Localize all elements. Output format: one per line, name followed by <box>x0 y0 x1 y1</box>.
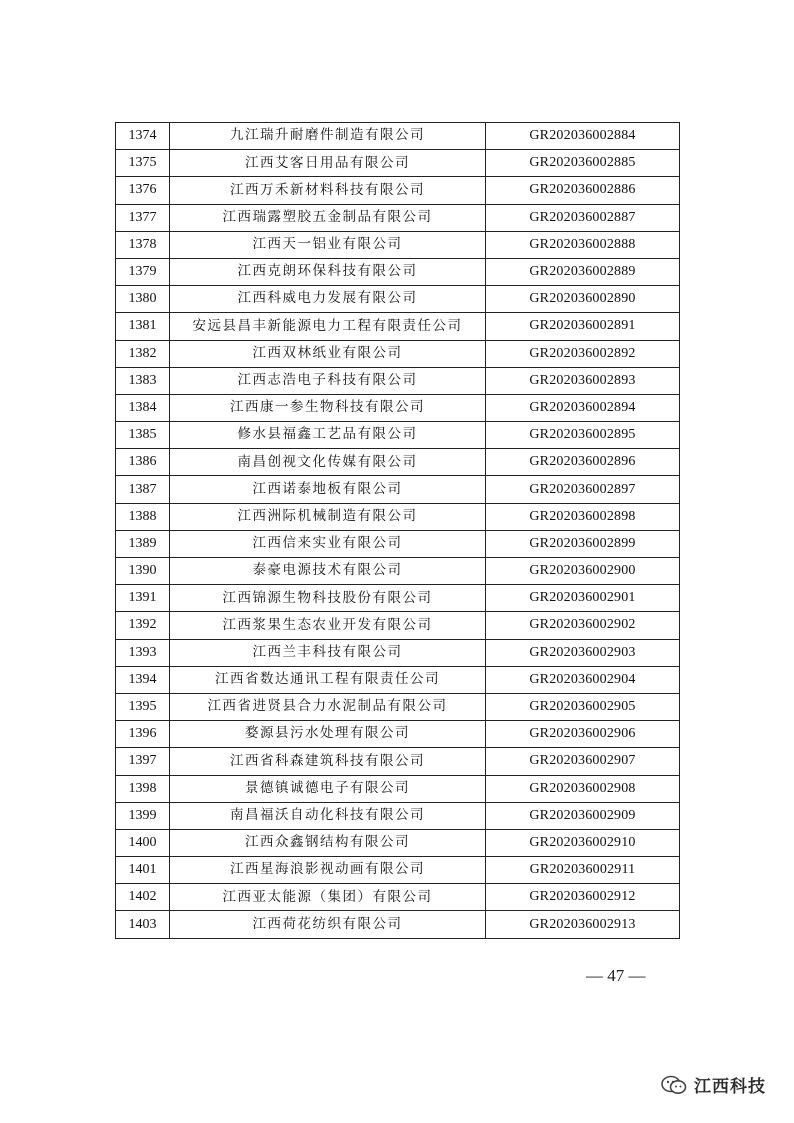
row-number: 1391 <box>116 585 170 612</box>
company-name: 婺源县污水处理有限公司 <box>170 721 486 748</box>
certificate-number: GR202036002899 <box>486 530 680 557</box>
certificate-number: GR202036002894 <box>486 394 680 421</box>
row-number: 1396 <box>116 721 170 748</box>
table-row <box>116 286 680 313</box>
table-body <box>116 123 680 939</box>
certificate-number: GR202036002884 <box>486 123 680 150</box>
table-row <box>116 666 680 693</box>
row-number: 1378 <box>116 231 170 258</box>
table-row <box>116 721 680 748</box>
row-number: 1386 <box>116 449 170 476</box>
certificate-number: GR202036002903 <box>486 639 680 666</box>
company-name: 江西省进贤县合力水泥制品有限公司 <box>170 693 486 720</box>
row-number: 1379 <box>116 258 170 285</box>
table-row <box>116 829 680 856</box>
certificate-number: GR202036002904 <box>486 666 680 693</box>
company-name: 江西锦源生物科技股份有限公司 <box>170 585 486 612</box>
certificate-number: GR202036002888 <box>486 231 680 258</box>
table-row <box>116 367 680 394</box>
certificate-number: GR202036002911 <box>486 857 680 884</box>
company-name: 江西万禾新材料科技有限公司 <box>170 177 486 204</box>
table-row <box>116 177 680 204</box>
table-row <box>116 449 680 476</box>
certificate-number: GR202036002900 <box>486 558 680 585</box>
row-number: 1389 <box>116 530 170 557</box>
table-row <box>116 802 680 829</box>
table-row <box>116 748 680 775</box>
wechat-account-icon <box>660 1074 688 1096</box>
row-number: 1399 <box>116 802 170 829</box>
table-row <box>116 150 680 177</box>
company-name: 江西亚太能源（集团）有限公司 <box>170 884 486 911</box>
certificate-number: GR202036002892 <box>486 340 680 367</box>
row-number: 1390 <box>116 558 170 585</box>
certificate-number: GR202036002908 <box>486 775 680 802</box>
company-name: 江西瑞露塑胶五金制品有限公司 <box>170 204 486 231</box>
table-row <box>116 558 680 585</box>
table-row <box>116 530 680 557</box>
certificate-number: GR202036002897 <box>486 476 680 503</box>
company-name: 九江瑞升耐磨件制造有限公司 <box>170 123 486 150</box>
certificate-number: GR202036002906 <box>486 721 680 748</box>
company-name: 景德镇诚德电子有限公司 <box>170 775 486 802</box>
row-number: 1381 <box>116 313 170 340</box>
table-row <box>116 258 680 285</box>
certificate-number: GR202036002913 <box>486 911 680 938</box>
table-row <box>116 204 680 231</box>
company-name: 修水县福鑫工艺品有限公司 <box>170 422 486 449</box>
certificate-number: GR202036002889 <box>486 258 680 285</box>
company-name: 南昌创视文化传媒有限公司 <box>170 449 486 476</box>
row-number: 1377 <box>116 204 170 231</box>
table-row <box>116 857 680 884</box>
company-name: 江西天一铝业有限公司 <box>170 231 486 258</box>
company-name: 江西众鑫钢结构有限公司 <box>170 829 486 856</box>
row-number: 1394 <box>116 666 170 693</box>
certificate-number: GR202036002902 <box>486 612 680 639</box>
certificate-number: GR202036002893 <box>486 367 680 394</box>
table-row <box>116 422 680 449</box>
row-number: 1380 <box>116 286 170 313</box>
row-number: 1402 <box>116 884 170 911</box>
row-number: 1384 <box>116 394 170 421</box>
company-name: 南昌福沃自动化科技有限公司 <box>170 802 486 829</box>
row-number: 1397 <box>116 748 170 775</box>
table-row <box>116 476 680 503</box>
table-row <box>116 693 680 720</box>
table-row <box>116 123 680 150</box>
certificate-number: GR202036002887 <box>486 204 680 231</box>
table-row <box>116 884 680 911</box>
row-number: 1400 <box>116 829 170 856</box>
row-number: 1387 <box>116 476 170 503</box>
certificate-number: GR202036002885 <box>486 150 680 177</box>
certificate-number: GR202036002895 <box>486 422 680 449</box>
row-number: 1376 <box>116 177 170 204</box>
certificate-number: GR202036002896 <box>486 449 680 476</box>
company-name: 江西星海浪影视动画有限公司 <box>170 857 486 884</box>
company-name: 泰豪电源技术有限公司 <box>170 558 486 585</box>
row-number: 1398 <box>116 775 170 802</box>
row-number: 1382 <box>116 340 170 367</box>
certificate-number: GR202036002890 <box>486 286 680 313</box>
certificate-number: GR202036002912 <box>486 884 680 911</box>
row-number: 1385 <box>116 422 170 449</box>
row-number: 1392 <box>116 612 170 639</box>
row-number: 1388 <box>116 503 170 530</box>
company-name: 江西艾客日用品有限公司 <box>170 150 486 177</box>
company-list-table <box>115 122 680 939</box>
watermark <box>660 1072 766 1097</box>
company-table <box>115 122 680 939</box>
table-row <box>116 585 680 612</box>
row-number: 1395 <box>116 693 170 720</box>
certificate-number: GR202036002910 <box>486 829 680 856</box>
table-row <box>116 394 680 421</box>
table-row <box>116 313 680 340</box>
page-number: — 47 — <box>586 966 646 985</box>
row-number: 1375 <box>116 150 170 177</box>
certificate-number: GR202036002909 <box>486 802 680 829</box>
certificate-number: GR202036002891 <box>486 313 680 340</box>
certificate-number: GR202036002905 <box>486 693 680 720</box>
row-number: 1401 <box>116 857 170 884</box>
company-name: 安远县昌丰新能源电力工程有限责任公司 <box>170 313 486 340</box>
row-number: 1374 <box>116 123 170 150</box>
company-name: 江西省科森建筑科技有限公司 <box>170 748 486 775</box>
table-row <box>116 340 680 367</box>
certificate-number: GR202036002898 <box>486 503 680 530</box>
company-name: 江西诺泰地板有限公司 <box>170 476 486 503</box>
row-number: 1393 <box>116 639 170 666</box>
company-name: 江西信来实业有限公司 <box>170 530 486 557</box>
company-name: 江西康一参生物科技有限公司 <box>170 394 486 421</box>
company-name: 江西兰丰科技有限公司 <box>170 639 486 666</box>
company-name: 江西双林纸业有限公司 <box>170 340 486 367</box>
table-row <box>116 231 680 258</box>
company-name: 江西洲际机械制造有限公司 <box>170 503 486 530</box>
table-row <box>116 911 680 938</box>
table-row <box>116 503 680 530</box>
watermark-text: 江西科技 <box>694 1077 766 1097</box>
certificate-number: GR202036002907 <box>486 748 680 775</box>
table-row <box>116 612 680 639</box>
row-number: 1383 <box>116 367 170 394</box>
company-name: 江西荷花纺织有限公司 <box>170 911 486 938</box>
company-name: 江西省数达通讯工程有限责任公司 <box>170 666 486 693</box>
certificate-number: GR202036002901 <box>486 585 680 612</box>
table-row <box>116 775 680 802</box>
company-name: 江西浆果生态农业开发有限公司 <box>170 612 486 639</box>
company-name: 江西克朗环保科技有限公司 <box>170 258 486 285</box>
company-name: 江西志浩电子科技有限公司 <box>170 367 486 394</box>
certificate-number: GR202036002886 <box>486 177 680 204</box>
row-number: 1403 <box>116 911 170 938</box>
company-name: 江西科威电力发展有限公司 <box>170 286 486 313</box>
table-row <box>116 639 680 666</box>
